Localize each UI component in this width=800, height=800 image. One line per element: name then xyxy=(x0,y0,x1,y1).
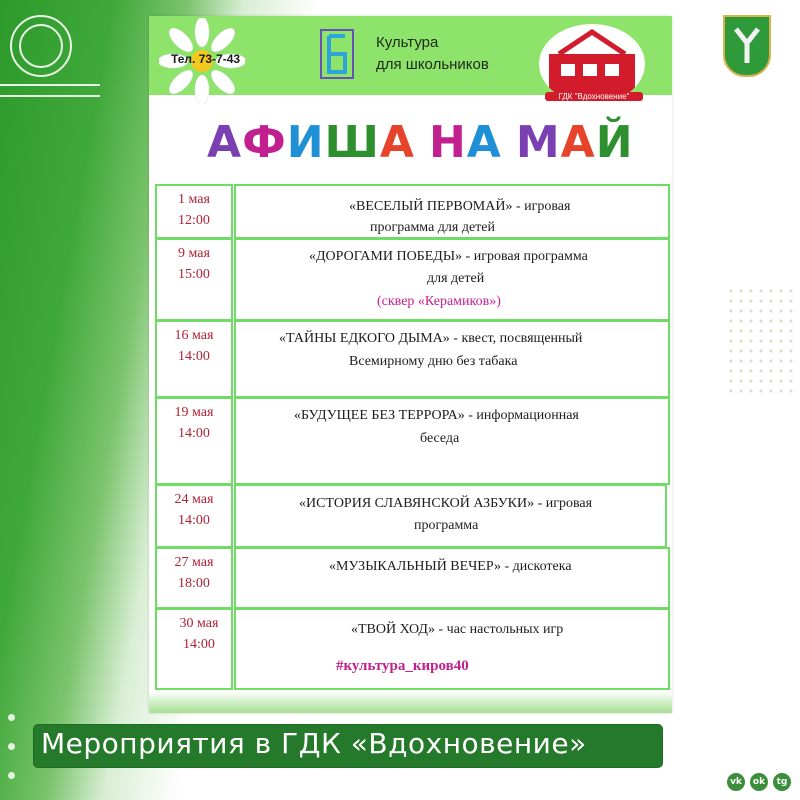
event-date: 9 мая xyxy=(178,246,210,261)
event-detail: беседа xyxy=(420,431,460,446)
event-date-cell xyxy=(155,184,233,239)
event-description-cell xyxy=(234,184,670,239)
event-title-line xyxy=(351,619,563,640)
culture-logo-icon xyxy=(319,28,355,80)
event-type: - дискотека xyxy=(501,559,572,574)
event-title: «ТВОЙ ХОД» xyxy=(351,622,435,637)
event-date-cell xyxy=(155,320,233,398)
telegram-icon[interactable]: tg xyxy=(773,773,791,791)
event-date-cell xyxy=(155,238,233,321)
event-location: (сквер «Керамиков») xyxy=(377,294,501,309)
table-row xyxy=(155,484,672,548)
event-date: 19 мая xyxy=(174,405,214,420)
event-date: 1 мая xyxy=(178,192,210,207)
event-description-cell xyxy=(234,238,670,321)
event-title-line xyxy=(349,196,570,217)
event-description-cell xyxy=(234,484,667,548)
event-type: - игровая xyxy=(512,199,571,214)
event-type: - игровая xyxy=(534,496,593,511)
event-title: «ИСТОРИЯ СЛАВЯНСКОЙ АЗБУКИ» xyxy=(299,496,535,511)
event-date-cell xyxy=(155,547,233,609)
event-poster xyxy=(149,16,672,713)
table-row xyxy=(155,608,672,690)
event-date-cell xyxy=(155,608,233,690)
event-time: 14:00 xyxy=(178,426,210,441)
event-title: «ВЕСЕЛЫЙ ПЕРВОМАЙ» xyxy=(349,199,513,214)
event-date-cell xyxy=(155,484,233,548)
banner-text: Мероприятия в ГДК «Вдохновение» xyxy=(41,727,587,760)
title-letter: Й xyxy=(595,117,634,168)
culture-line1: Культура xyxy=(376,34,439,51)
ok-icon[interactable]: ok xyxy=(750,773,768,791)
event-detail: программа xyxy=(414,518,479,533)
coat-of-arms-icon xyxy=(723,15,771,77)
grass-decoration xyxy=(149,692,672,713)
event-detail: для детей xyxy=(427,271,485,286)
event-date: 30 мая xyxy=(179,616,219,631)
event-detail: программа для детей xyxy=(370,220,495,235)
caption-banner xyxy=(34,725,662,767)
bullet-dot xyxy=(8,743,15,750)
table-row xyxy=(155,547,672,609)
event-description-cell xyxy=(234,608,670,690)
event-type: - информационная xyxy=(464,408,579,423)
event-type: - квест, посвященный xyxy=(449,331,583,346)
event-detail: Всемирному дню без табака xyxy=(349,354,518,369)
event-time: 15:00 xyxy=(178,267,210,282)
decor-line xyxy=(0,84,100,86)
bullet-dot xyxy=(8,772,15,779)
vk-icon[interactable]: vk xyxy=(727,773,745,791)
event-title: «ТАЙНЫ ЕДКОГО ДЫМА» xyxy=(279,331,450,346)
event-type: - час настольных игр xyxy=(434,622,564,637)
event-date: 16 мая xyxy=(174,328,214,343)
district-emblem-icon xyxy=(10,15,72,77)
table-row xyxy=(155,320,672,398)
event-description-cell xyxy=(234,547,670,609)
event-time: 14:00 xyxy=(183,637,215,652)
event-title-line xyxy=(329,556,572,577)
event-title: «МУЗЫКАЛЬНЫЙ ВЕЧЕР» xyxy=(329,559,501,574)
event-time: 14:00 xyxy=(178,349,210,364)
bullet-dot xyxy=(8,714,15,721)
event-title-line xyxy=(294,405,579,426)
event-date: 24 мая xyxy=(174,492,214,507)
hashtag: #культура_киров40 xyxy=(336,658,469,674)
event-description-cell xyxy=(234,397,670,485)
decor-line xyxy=(0,95,100,97)
event-title: «ДОРОГАМИ ПОБЕДЫ» xyxy=(309,249,463,264)
gdk-caption: ГДК "Вдохновение" xyxy=(545,92,643,101)
event-title-line xyxy=(309,246,588,267)
phone-number: Тел. 73-7-43 xyxy=(171,52,241,66)
event-date: 27 мая xyxy=(174,555,214,570)
event-date-cell xyxy=(155,397,233,485)
poster-title xyxy=(207,117,634,168)
table-row xyxy=(155,184,672,239)
event-title-line xyxy=(279,328,582,349)
title-letter: А xyxy=(379,117,415,168)
culture-line2: для школьников xyxy=(376,56,489,73)
event-time: 18:00 xyxy=(178,576,210,591)
table-row xyxy=(155,238,672,321)
event-title-line xyxy=(299,493,592,514)
event-time: 12:00 xyxy=(178,213,210,228)
event-type: - игровая программа xyxy=(462,249,588,264)
title-letter: А xyxy=(207,117,243,168)
event-time: 14:00 xyxy=(178,513,210,528)
title-letter: Ф xyxy=(242,117,287,168)
title-letter: А xyxy=(560,117,596,168)
dots-decoration xyxy=(726,286,796,396)
culture-caption xyxy=(376,32,489,76)
event-title: «БУДУЩЕЕ БЕЗ ТЕРРОРА» xyxy=(294,408,465,423)
title-letter: Н xyxy=(428,117,467,168)
title-letter: М xyxy=(515,117,561,168)
title-letter: И xyxy=(286,117,325,168)
event-description-cell xyxy=(234,320,670,398)
title-letter: Ш xyxy=(324,117,380,168)
title-letter: А xyxy=(466,117,502,168)
table-row xyxy=(155,397,672,485)
